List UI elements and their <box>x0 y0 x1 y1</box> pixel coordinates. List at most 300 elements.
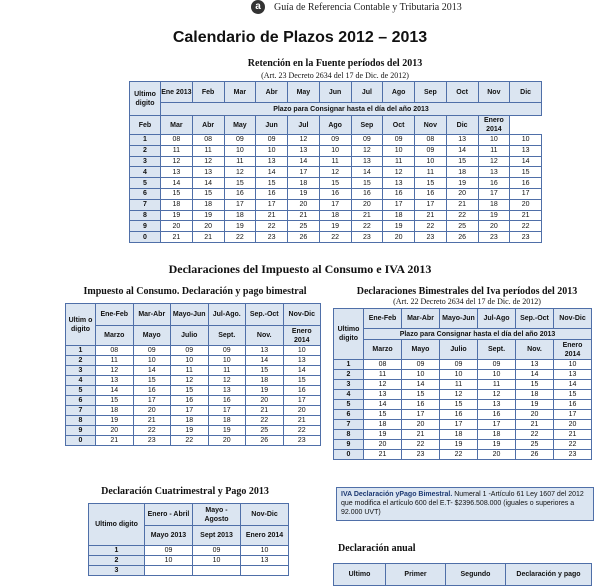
consumo-cell: 25 <box>246 426 284 436</box>
iva_bimestral-cell: 14 <box>554 380 592 390</box>
retencion-cell: 16 <box>383 188 415 199</box>
iva_bimestral-cell: 20 <box>402 420 440 430</box>
consumo-cell: 23 <box>283 436 321 446</box>
iva_bimestral-cell: 11 <box>478 380 516 390</box>
iva-bimestral-table <box>333 308 592 460</box>
retencion-row <box>130 135 542 146</box>
consumo-cell: 10 <box>133 356 171 366</box>
retencion-cell: 08 <box>192 135 224 146</box>
retencion-month-header: Jul <box>288 116 320 135</box>
cuatrimestral-month-header: Sept 2013 <box>193 526 241 546</box>
retencion-month-header: Dic <box>446 116 478 135</box>
iva_bimestral-row <box>334 430 592 440</box>
iva_bimestral-row <box>334 380 592 390</box>
iva_bimestral-month-header: Marzo <box>364 340 402 360</box>
cuatrimestral-cell <box>145 566 193 576</box>
consumo-cell: 19 <box>208 426 246 436</box>
retencion-period-header: Jun <box>319 82 351 103</box>
iva_bimestral-cell: 17 <box>478 420 516 430</box>
consumo-cell: 14 <box>96 386 134 396</box>
retencion-digit: 5 <box>130 178 161 189</box>
retencion-digit: 9 <box>130 221 161 232</box>
page-title: Calendario de Plazos 2012 – 2013 <box>172 29 428 46</box>
iva-note-bold: IVA Declaración yPago Bimestral. <box>341 491 453 498</box>
consumo-row <box>66 416 321 426</box>
consumo-cell: 14 <box>283 366 321 376</box>
retencion-cell: 18 <box>319 210 351 221</box>
consumo-cell: 13 <box>246 346 284 356</box>
iva_bimestral-cell: 12 <box>364 380 402 390</box>
retencion-cell: 19 <box>446 178 478 189</box>
consumo-cell: 13 <box>283 356 321 366</box>
retencion-cell: 18 <box>161 199 193 210</box>
retencion-cell: 16 <box>510 178 542 189</box>
iva_bimestral-digit: 1 <box>334 360 364 370</box>
retencion-cell: 15 <box>446 156 478 167</box>
retencion-cell: 18 <box>383 210 415 221</box>
consumo-period-header: Jul-Ago. <box>208 304 246 326</box>
retencion-cell: 12 <box>192 156 224 167</box>
retencion-cell: 12 <box>288 135 320 146</box>
consumo-cell: 13 <box>208 386 246 396</box>
retencion-month-header: Oct <box>383 116 415 135</box>
retencion-cell: 15 <box>161 188 193 199</box>
retencion-cell: 25 <box>288 221 320 232</box>
consumo-cell: 17 <box>171 406 209 416</box>
retencion-cell: 23 <box>256 232 288 243</box>
consumo-table <box>65 303 321 446</box>
iva_bimestral-cell: 12 <box>440 390 478 400</box>
retencion-month-header: Enero 2014 <box>478 116 510 135</box>
retencion-row <box>130 232 542 243</box>
consumo-month-header: Sept. <box>208 326 246 346</box>
retencion-cell: 12 <box>319 167 351 178</box>
retencion-cell: 13 <box>510 145 542 156</box>
iva_bimestral-month-header: Nov. <box>516 340 554 360</box>
retencion-cell: 26 <box>446 232 478 243</box>
retencion-cell: 11 <box>478 145 510 156</box>
iva_bimestral-month-header: Enero 2014 <box>554 340 592 360</box>
iva_bimestral-period-header: Jul-Ago <box>478 309 516 329</box>
iva_bimestral-month-header: Sept. <box>478 340 516 360</box>
retencion-cell: 18 <box>478 199 510 210</box>
iva_bimestral-cell: 14 <box>364 400 402 410</box>
retencion-cell: 13 <box>192 167 224 178</box>
retencion-table <box>129 81 542 243</box>
iva_bimestral-cell: 21 <box>402 430 440 440</box>
consumo-cell: 11 <box>171 366 209 376</box>
retencion-cell: 26 <box>288 232 320 243</box>
iva_bimestral-digit: 9 <box>334 440 364 450</box>
iva_bimestral-cell: 17 <box>402 410 440 420</box>
iva_bimestral-period-row <box>334 309 592 329</box>
consumo-cell: 19 <box>171 426 209 436</box>
consumo-cell: 21 <box>96 436 134 446</box>
anual-col-primer: Primer <box>386 564 446 586</box>
retencion-cell: 13 <box>383 178 415 189</box>
consumo-cell: 16 <box>171 396 209 406</box>
retencion-cell: 17 <box>288 167 320 178</box>
iva_bimestral-cell: 18 <box>478 430 516 440</box>
retencion-cell: 11 <box>192 145 224 156</box>
cuatrimestral-cell: 10 <box>241 546 289 556</box>
retencion-cell: 23 <box>415 232 447 243</box>
consumo-cell: 20 <box>133 406 171 416</box>
iva_bimestral-row <box>334 390 592 400</box>
iva_bimestral-cell: 11 <box>364 370 402 380</box>
retencion-cell: 12 <box>161 156 193 167</box>
retencion-cell: 19 <box>192 210 224 221</box>
retencion-month-header: May <box>224 116 256 135</box>
retencion-month-header: Mar <box>161 116 193 135</box>
cuatrimestral-cell <box>193 566 241 576</box>
retencion-row <box>130 188 542 199</box>
iva_bimestral-digit: 4 <box>334 390 364 400</box>
cuatrimestral-cell: 10 <box>193 556 241 566</box>
iva_bimestral-period-header: Nov-Dic <box>554 309 592 329</box>
retencion-digit: 2 <box>130 145 161 156</box>
consumo-row <box>66 366 321 376</box>
consumo-cell: 10 <box>283 346 321 356</box>
retencion-cell: 20 <box>288 199 320 210</box>
retencion-row <box>130 178 542 189</box>
retencion-digit: 7 <box>130 199 161 210</box>
consumo-cell: 17 <box>133 396 171 406</box>
retencion-plazo-label: Plazo para Consignar hasta el día del año 2013 <box>161 103 542 116</box>
retencion-cell: 21 <box>446 199 478 210</box>
iva_bimestral-cell: 19 <box>478 440 516 450</box>
iva_bimestral-cell: 20 <box>516 410 554 420</box>
retencion-month-header: Abr <box>192 116 224 135</box>
iva_bimestral-row <box>334 370 592 380</box>
consumo-cell: 18 <box>171 416 209 426</box>
retencion-cell: 18 <box>446 167 478 178</box>
retencion-cell: 14 <box>161 178 193 189</box>
retencion-cell: 10 <box>415 156 447 167</box>
iva_bimestral-cell: 21 <box>516 420 554 430</box>
consumo-digit: 6 <box>66 396 96 406</box>
anual-col-declaracion: Declaración y pago <box>506 564 592 586</box>
retencion-cell: 10 <box>383 145 415 156</box>
retencion-cell: 10 <box>510 135 542 146</box>
retencion-cell: 09 <box>383 135 415 146</box>
retencion-period-header: Abr <box>256 82 288 103</box>
iva_bimestral-plazo-label: Plazo para Consignar hasta el día del año 2013 <box>364 329 592 340</box>
consumo-cell: 08 <box>96 346 134 356</box>
iva_bimestral-digit: 2 <box>334 370 364 380</box>
retencion-cell: 21 <box>192 232 224 243</box>
consumo-cell: 15 <box>246 366 284 376</box>
retencion-cell: 09 <box>319 135 351 146</box>
consumo-cell: 18 <box>208 416 246 426</box>
consumo-digit: 3 <box>66 366 96 376</box>
retencion-cell: 17 <box>319 199 351 210</box>
cuatrimestral-period-row <box>89 504 289 526</box>
iva_bimestral-row <box>334 410 592 420</box>
retencion-cell: 11 <box>415 167 447 178</box>
retencion-cell: 15 <box>351 178 383 189</box>
retencion-period-header: Dic <box>510 82 542 103</box>
retencion-period-header: Feb <box>192 82 224 103</box>
iva_bimestral-cell: 09 <box>440 360 478 370</box>
consumo-cell: 15 <box>133 376 171 386</box>
anual-digit-header: Ultimo <box>334 564 386 586</box>
iva_bimestral-cell: 25 <box>516 440 554 450</box>
retencion-cell: 18 <box>224 210 256 221</box>
guide-header: Guía de Referencia Contable y Tributaria 2013 <box>274 2 462 13</box>
retencion-cell: 18 <box>288 178 320 189</box>
consumo-row <box>66 356 321 366</box>
retencion-digit: 0 <box>130 232 161 243</box>
consumo-digit-header: Ultim o digito <box>66 304 96 346</box>
consumo-cell: 17 <box>208 406 246 416</box>
iva_bimestral-cell: 22 <box>516 430 554 440</box>
retencion-cell: 20 <box>351 199 383 210</box>
consumo-cell: 11 <box>96 356 134 366</box>
retencion-cell: 10 <box>256 145 288 156</box>
consumo-cell: 18 <box>246 376 284 386</box>
retencion-row <box>130 167 542 178</box>
retencion-cell: 14 <box>351 167 383 178</box>
retencion-cell: 10 <box>319 145 351 156</box>
retencion-cell: 16 <box>319 188 351 199</box>
consumo-cell: 22 <box>283 426 321 436</box>
iva_bimestral-cell: 19 <box>516 400 554 410</box>
cuatrimestral-title: Declaración Cuatrimestral y Pago 2013 <box>101 486 269 497</box>
consumo-cell: 15 <box>96 396 134 406</box>
cuatrimestral-digit-header: Ultimo digito <box>89 504 145 546</box>
retencion-cell: 11 <box>319 156 351 167</box>
retencion-cell: 16 <box>224 188 256 199</box>
iva_bimestral-cell: 20 <box>364 440 402 450</box>
iva_bimestral-period-header: Sep.-Oct <box>516 309 554 329</box>
iva_bimestral-row <box>334 360 592 370</box>
retencion-cell: 20 <box>161 221 193 232</box>
cuatrimestral-digit: 1 <box>89 546 145 556</box>
retencion-month-header: Sep <box>351 116 383 135</box>
cuatrimestral-digit: 3 <box>89 566 145 576</box>
consumo-digit: 7 <box>66 406 96 416</box>
consumo-cell: 20 <box>246 396 284 406</box>
retencion-cell: 12 <box>224 167 256 178</box>
retencion-cell: 20 <box>383 232 415 243</box>
retencion-row <box>130 221 542 232</box>
retencion-cell: 22 <box>319 232 351 243</box>
retencion-period-header: Nov <box>478 82 510 103</box>
iva-section-title: Declaraciones del Impuesto al Consumo e IVA 2013 <box>168 262 432 276</box>
consumo-cell: 23 <box>133 436 171 446</box>
iva_bimestral-cell: 10 <box>440 370 478 380</box>
consumo-cell: 16 <box>208 396 246 406</box>
retencion-cell: 22 <box>256 221 288 232</box>
cuatrimestral-cell <box>241 566 289 576</box>
consumo-cell: 20 <box>96 426 134 436</box>
iva_bimestral-digit: 0 <box>334 450 364 460</box>
iva_bimestral-row <box>334 450 592 460</box>
iva_bimestral-cell: 14 <box>402 380 440 390</box>
iva_bimestral-digit: 3 <box>334 380 364 390</box>
iva-bimestral-title: Declaraciones Bimestrales del Iva períodos del 2013 <box>356 286 578 297</box>
iva_bimestral-cell: 15 <box>364 410 402 420</box>
consumo-digit: 9 <box>66 426 96 436</box>
consumo-cell: 10 <box>208 356 246 366</box>
consumo-cell: 17 <box>283 396 321 406</box>
retencion-cell: 12 <box>478 156 510 167</box>
retencion-cell: 12 <box>351 145 383 156</box>
retencion-cell: 15 <box>192 188 224 199</box>
consumo-cell: 14 <box>246 356 284 366</box>
iva-bimestral-subtitle: (Art. 22 Decreto 2634 del 17 de Dic. de 2012) <box>393 297 541 306</box>
consumo-cell: 22 <box>171 436 209 446</box>
retencion-cell: 20 <box>446 188 478 199</box>
retencion-cell: 11 <box>161 145 193 156</box>
retencion-cell: 14 <box>510 156 542 167</box>
consumo-period-header: Mayo-Jun <box>171 304 209 326</box>
retencion-cell: 14 <box>288 156 320 167</box>
consumo-digit: 0 <box>66 436 96 446</box>
retencion-cell: 13 <box>256 156 288 167</box>
iva_bimestral-cell: 08 <box>364 360 402 370</box>
iva_bimestral-cell: 16 <box>402 400 440 410</box>
consumo-title: Impuesto al Consumo. Declaración y pago bimestral <box>83 286 307 297</box>
iva_bimestral-cell: 09 <box>478 360 516 370</box>
iva_bimestral-cell: 13 <box>478 400 516 410</box>
iva_bimestral-cell: 19 <box>364 430 402 440</box>
iva_bimestral-cell: 18 <box>364 420 402 430</box>
consumo-cell: 21 <box>133 416 171 426</box>
iva_bimestral-digit-header: Ultimo digito <box>334 309 364 360</box>
cuatrimestral-period-header: Nov-Dic <box>241 504 289 526</box>
retencion-cell: 11 <box>383 156 415 167</box>
iva_bimestral-cell: 12 <box>478 390 516 400</box>
retencion-cell: 13 <box>288 145 320 156</box>
cuatrimestral-cell: 09 <box>145 546 193 556</box>
retencion-cell: 19 <box>478 210 510 221</box>
retencion-subtitle: (Art. 23 Decreto 2634 del 17 de Dic. de 2012) <box>261 71 409 80</box>
publisher-logo: a <box>251 0 265 14</box>
iva_bimestral-period-header: Mar-Abr <box>402 309 440 329</box>
iva_bimestral-cell: 10 <box>402 370 440 380</box>
retencion-cell: 19 <box>288 188 320 199</box>
retencion-cell: 19 <box>319 221 351 232</box>
iva_bimestral-row <box>334 420 592 430</box>
iva_bimestral-cell: 11 <box>440 380 478 390</box>
iva-note-text: Numeral 1 -Artículo 61 Ley 1607 del 2012 que modifica el artículo 600 del E.T- $2396.508.000 (iguales o superiores a 92.000 UVT) <box>341 491 584 516</box>
cuatrimestral-period-header: Mayo - Agosto <box>193 504 241 526</box>
retencion-cell: 14 <box>446 145 478 156</box>
consumo-cell: 12 <box>208 376 246 386</box>
retencion-title: Retención en la Fuente períodos del 2013 <box>247 58 423 69</box>
consumo-cell: 14 <box>133 366 171 376</box>
retencion-cell: 25 <box>446 221 478 232</box>
consumo-period-header: Sep.-Oct <box>246 304 284 326</box>
retencion-cell: 16 <box>256 188 288 199</box>
retencion-cell: 14 <box>256 167 288 178</box>
consumo-row <box>66 386 321 396</box>
consumo-row <box>66 406 321 416</box>
retencion-digit-header: Ultimo digito <box>130 82 161 116</box>
iva_bimestral-cell: 15 <box>402 390 440 400</box>
cuatrimestral-table <box>88 503 289 576</box>
retencion-cell: 13 <box>351 156 383 167</box>
retencion-month-header: Feb <box>130 116 161 135</box>
retencion-cell: 19 <box>383 221 415 232</box>
consumo-digit: 4 <box>66 376 96 386</box>
retencion-cell: 13 <box>446 135 478 146</box>
iva_bimestral-period-header: Ene-Feb <box>364 309 402 329</box>
anual-table <box>333 563 592 586</box>
iva_bimestral-months-row <box>334 340 592 360</box>
retencion-cell: 21 <box>256 210 288 221</box>
retencion-cell: 21 <box>351 210 383 221</box>
iva_bimestral-cell: 20 <box>554 420 592 430</box>
iva_bimestral-cell: 19 <box>440 440 478 450</box>
consumo-cell: 20 <box>283 406 321 416</box>
iva_bimestral-cell: 17 <box>554 410 592 420</box>
retencion-period-header: Sep <box>415 82 447 103</box>
retencion-row <box>130 156 542 167</box>
retencion-row <box>130 199 542 210</box>
retencion-cell: 08 <box>415 135 447 146</box>
consumo-month-header: Julio <box>171 326 209 346</box>
iva_bimestral-cell: 14 <box>516 370 554 380</box>
retencion-period-header: Ago <box>383 82 415 103</box>
cuatrimestral-month-header: Mayo 2013 <box>145 526 193 546</box>
anual-col-segundo: Segundo <box>446 564 506 586</box>
retencion-cell: 15 <box>510 167 542 178</box>
retencion-cell: 08 <box>161 135 193 146</box>
retencion-cell: 16 <box>351 188 383 199</box>
retencion-cell: 19 <box>224 221 256 232</box>
retencion-period-header: May <box>288 82 320 103</box>
retencion-month-header: Nov <box>415 116 447 135</box>
retencion-cell: 23 <box>510 232 542 243</box>
iva_bimestral-cell: 18 <box>516 390 554 400</box>
consumo-cell: 13 <box>96 376 134 386</box>
iva_bimestral-row <box>334 440 592 450</box>
iva_bimestral-cell: 22 <box>554 440 592 450</box>
retencion-row <box>130 210 542 221</box>
iva_bimestral-cell: 20 <box>478 450 516 460</box>
iva_bimestral-cell: 13 <box>364 390 402 400</box>
cuatrimestral-row <box>89 556 289 566</box>
retencion-cell: 17 <box>383 199 415 210</box>
retencion-digit: 8 <box>130 210 161 221</box>
consumo-cell: 26 <box>246 436 284 446</box>
retencion-cell: 22 <box>351 221 383 232</box>
retencion-cell: 16 <box>478 178 510 189</box>
iva_bimestral-row <box>334 400 592 410</box>
retencion-cell: 15 <box>319 178 351 189</box>
retencion-cell: 21 <box>510 210 542 221</box>
iva_bimestral-cell: 16 <box>440 410 478 420</box>
iva_bimestral-period-header: Mayo-Jun <box>440 309 478 329</box>
retencion-cell: 20 <box>192 221 224 232</box>
consumo-period-header: Mar-Abr <box>133 304 171 326</box>
consumo-cell: 15 <box>171 386 209 396</box>
retencion-months-row <box>130 116 542 135</box>
iva_bimestral-plazo-row <box>334 329 592 340</box>
retencion-cell: 13 <box>161 167 193 178</box>
consumo-cell: 21 <box>283 416 321 426</box>
consumo-cell: 16 <box>133 386 171 396</box>
cuatrimestral-cell: 10 <box>145 556 193 566</box>
consumo-digit: 8 <box>66 416 96 426</box>
retencion-cell: 19 <box>161 210 193 221</box>
iva_bimestral-cell: 09 <box>402 360 440 370</box>
cuatrimestral-cell: 09 <box>193 546 241 556</box>
consumo-digit: 1 <box>66 346 96 356</box>
